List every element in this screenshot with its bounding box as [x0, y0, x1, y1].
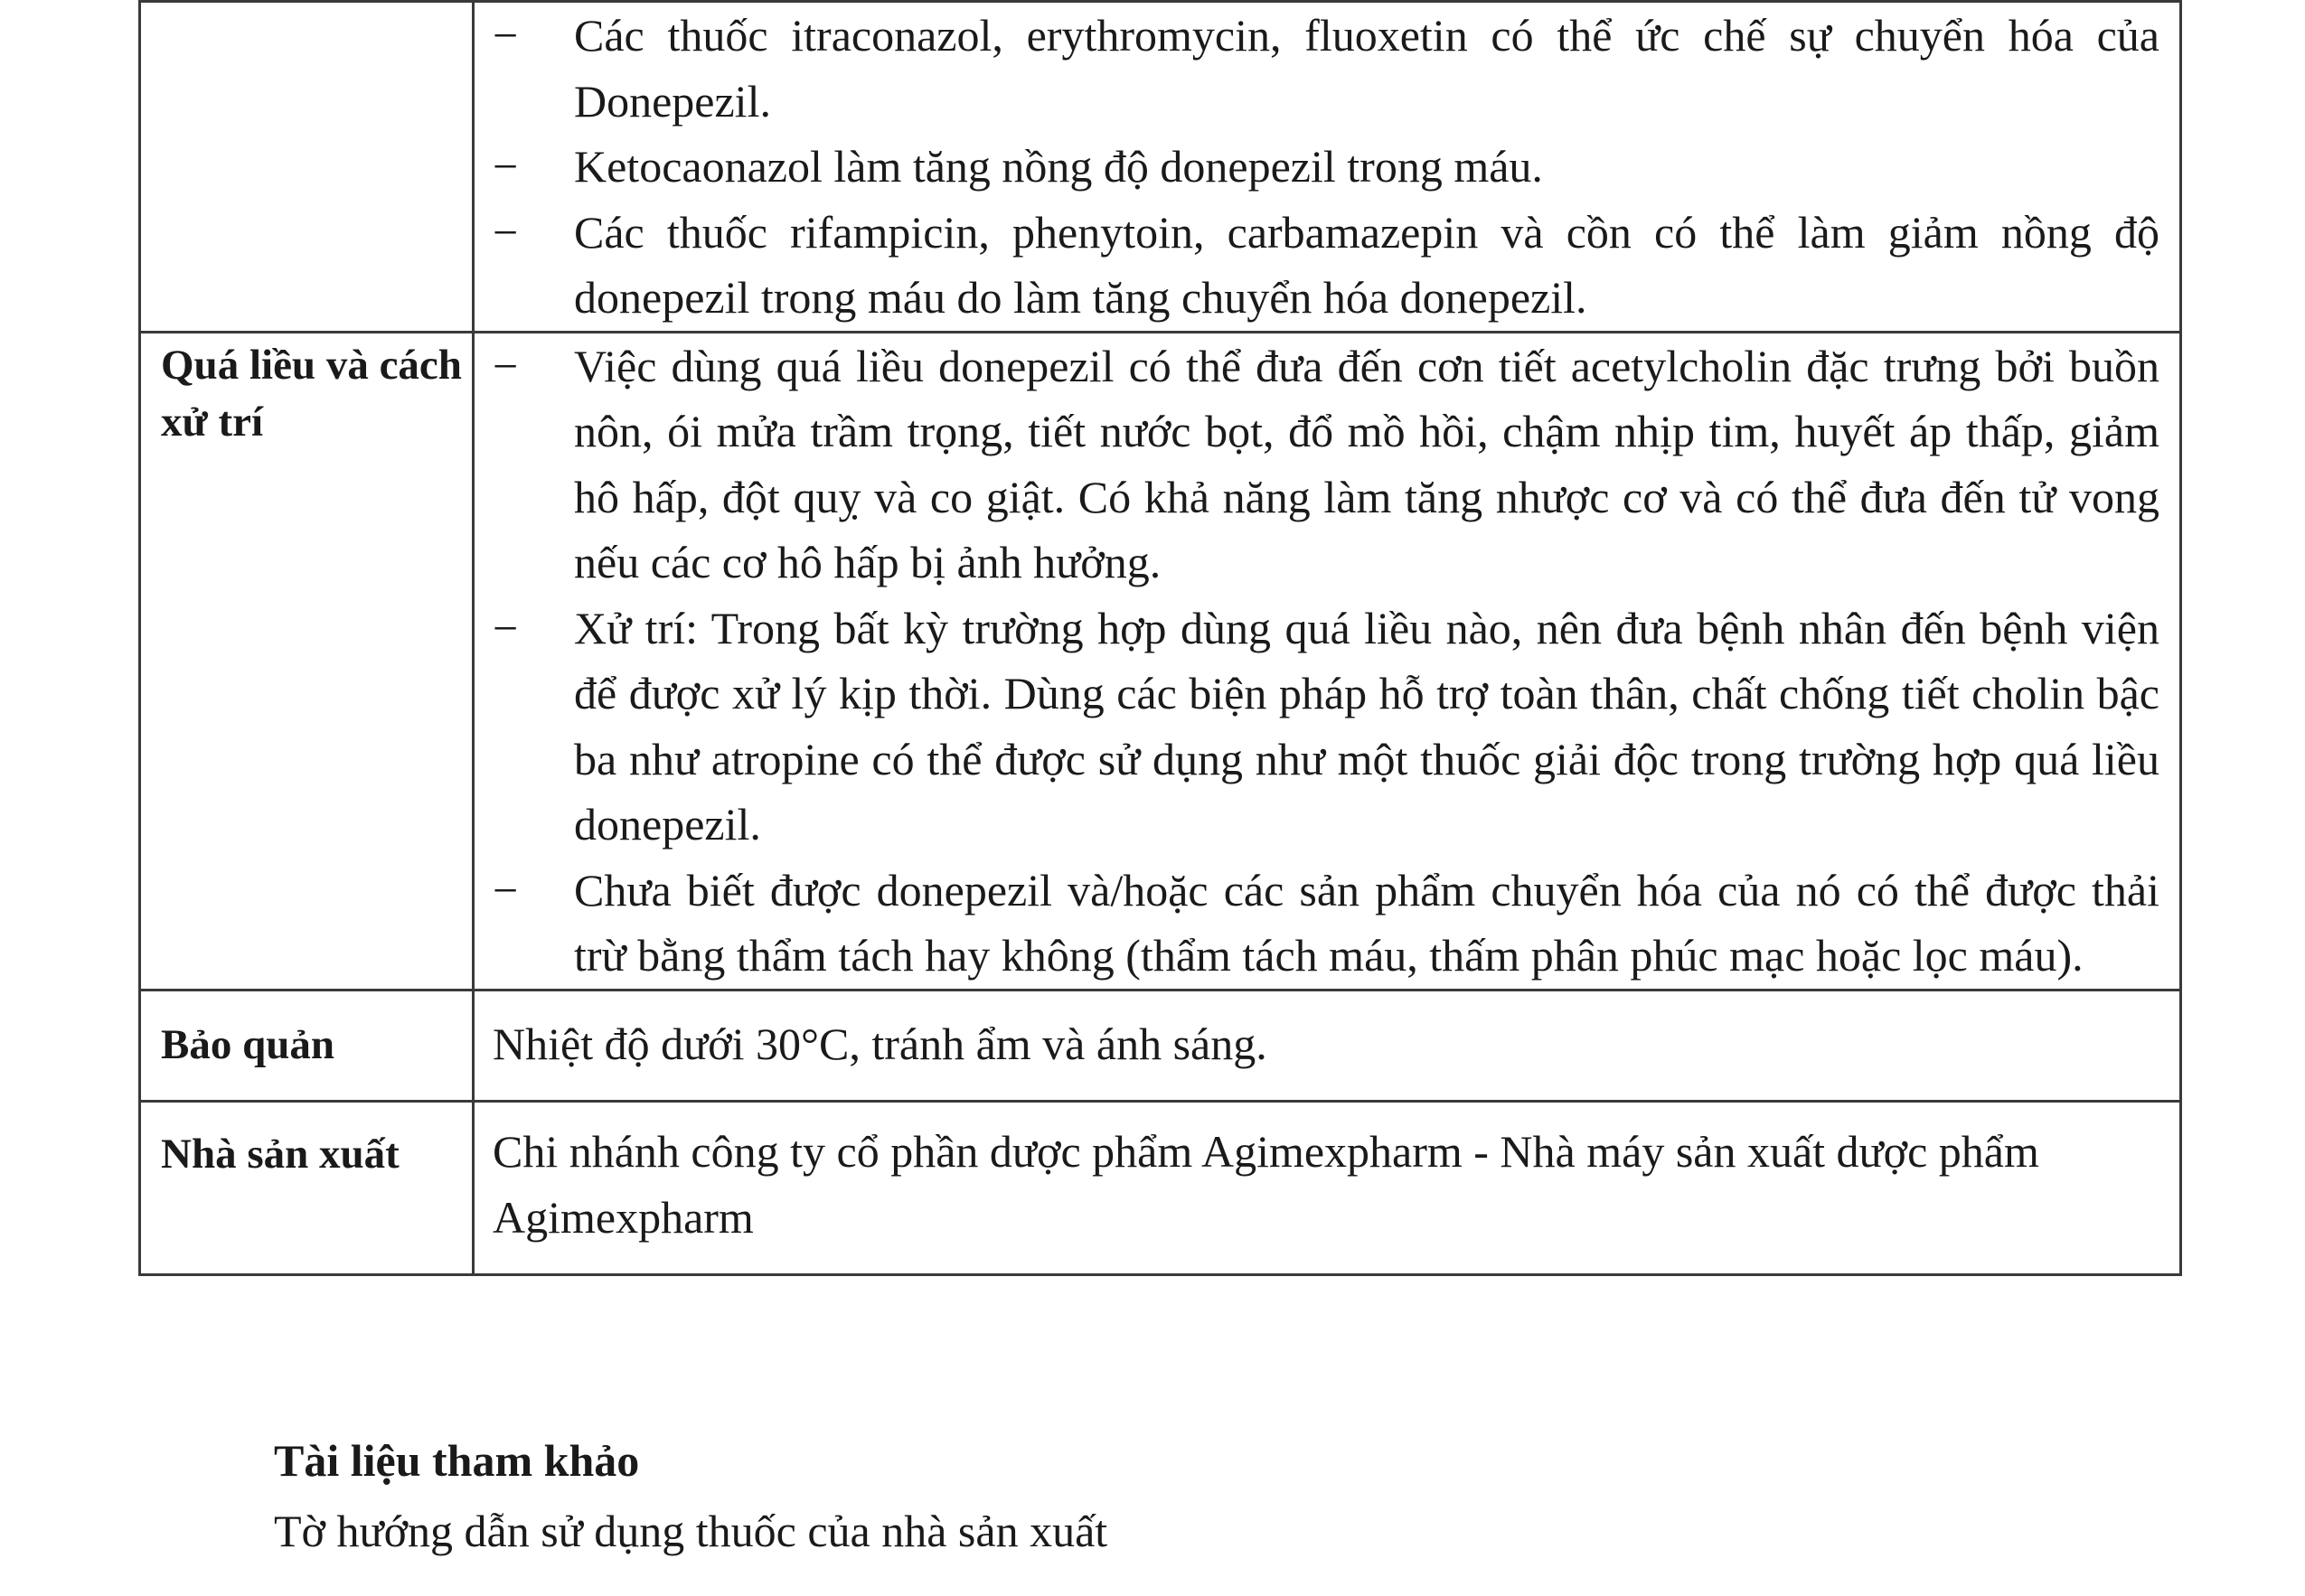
overdose-list	[475, 333, 2179, 989]
list-item-text: Ketocaonazol làm tăng nồng độ donepezil trong máu.	[574, 141, 1543, 192]
list-item	[475, 134, 2159, 200]
dash-bullet: −	[493, 206, 519, 258]
dash-bullet: −	[493, 141, 519, 192]
list-item-text: Các thuốc rifampicin, phenytoin, carbamazepin và cồn có thể làm giảm nồng độ donepezil trong máu do làm tăng chuyển hóa donepezil.	[574, 206, 2159, 323]
list-item	[475, 200, 2159, 331]
list-item	[475, 596, 2159, 858]
dash-bullet: −	[493, 602, 519, 653]
row-content-manufacturer	[474, 1102, 2181, 1275]
references-heading: Tài liệu tham khảo	[274, 1435, 640, 1486]
list-item	[475, 858, 2159, 989]
row-content-interactions	[474, 2, 2181, 333]
drug-info-table	[138, 0, 2182, 1276]
list-item-text: Việc dùng quá liều donepezil có thể đưa đến cơn tiết acetylcholin đặc trưng bởi buồn nôn, ói mửa trầm trọng, tiết nước bọt, đổ mồ hồi, chậm nhịp tim, huyết áp thấp, giảm hô hấp, đột quỵ và co giật. Có khả năng làm tăng nhược cơ và có thể đưa đến tử vong nếu các cơ hô hấp bị ảnh hưởng.	[574, 340, 2159, 587]
table-row-overdose	[140, 332, 2181, 990]
table-row-interactions-continued	[140, 2, 2181, 333]
list-item-text: Xử trí: Trong bất kỳ trường hợp dùng quá liều nào, nên đưa bệnh nhân đến bệnh viện để được xử lý kịp thời. Dùng các biện pháp hỗ trợ toàn thân, chất chống tiết cholin bậc ba như atropine có thể được sử dụng như một thuốc giải độc trong trường hợp quá liều donepezil.	[574, 602, 2159, 850]
list-item	[475, 3, 2159, 134]
row-label-empty	[140, 2, 474, 333]
list-item	[475, 333, 2159, 596]
interaction-list	[475, 3, 2179, 331]
table-row-storage	[140, 990, 2181, 1102]
dash-bullet: −	[493, 864, 519, 915]
dash-bullet: −	[493, 340, 519, 391]
row-label-storage: Bảo quản	[140, 990, 474, 1102]
row-content-overdose	[474, 332, 2181, 990]
references-text: Tờ hướng dẫn sử dụng thuốc của nhà sản xuất	[274, 1506, 1108, 1556]
row-label-overdose: Quá liều và cách xử trí	[140, 332, 474, 990]
storage-text: Nhiệt độ dưới 30°C, tránh ẩm và ánh sáng.	[493, 1018, 1267, 1069]
table-row-manufacturer	[140, 1102, 2181, 1275]
row-content-storage	[474, 990, 2181, 1102]
row-label-manufacturer: Nhà sản xuất	[140, 1102, 474, 1275]
manufacturer-text: Chi nhánh công ty cổ phần dược phẩm Agimexpharm - Nhà máy sản xuất dược phẩm Agimexpharm	[493, 1126, 2039, 1243]
list-item-text: Chưa biết được donepezil và/hoặc các sản phẩm chuyển hóa của nó có thể được thải trừ bằng thẩm tách hay không (thẩm tách máu, thấm phân phúc mạc hoặc lọc máu).	[574, 864, 2159, 981]
dash-bullet: −	[493, 10, 519, 61]
list-item-text: Các thuốc itraconazol, erythromycin, fluoxetin có thể ức chế sự chuyển hóa của Donepezil.	[574, 10, 2159, 127]
